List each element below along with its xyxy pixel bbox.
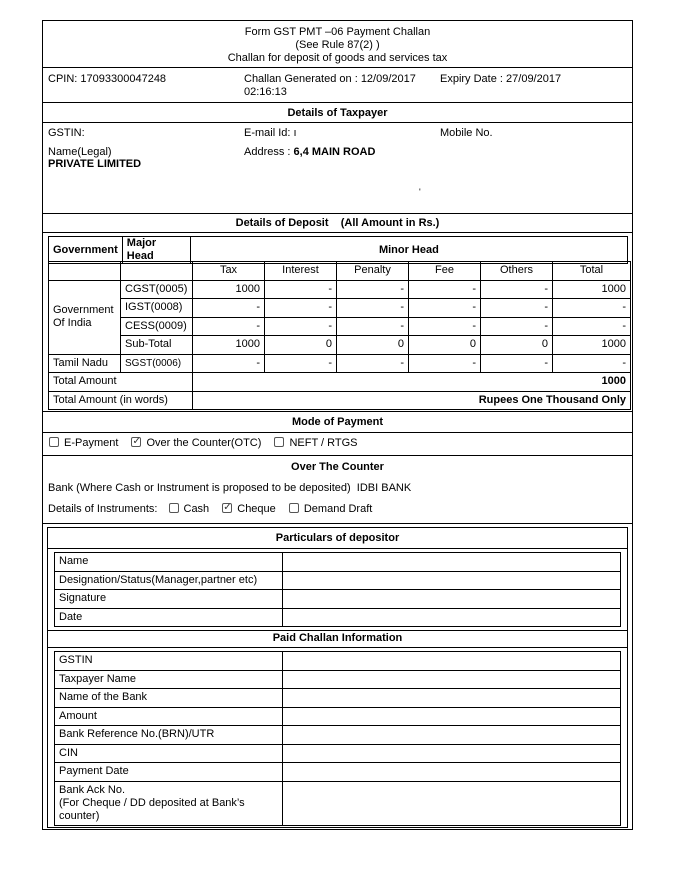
cell-value: -	[265, 317, 337, 336]
row-head: IGST(0008)	[121, 299, 193, 318]
cell-value: -	[553, 354, 631, 373]
option-otc[interactable]: ✓ Over the Counter(OTC)	[131, 437, 261, 450]
cell-value: -	[409, 299, 481, 318]
row-label: Amount	[55, 707, 283, 726]
depositor-title: Particulars of depositor	[275, 532, 400, 544]
row-value[interactable]	[283, 590, 621, 609]
cell-value: -	[553, 299, 631, 318]
paid-challan-table	[54, 651, 621, 826]
cell-value: -	[193, 299, 265, 318]
state-row	[49, 354, 631, 373]
checked-checkbox-icon[interactable]	[222, 503, 232, 513]
checkbox-icon[interactable]	[289, 503, 299, 513]
row-label: GSTIN	[55, 652, 283, 671]
row-value	[283, 726, 621, 745]
payment-mode-title: Mode of Payment	[291, 416, 384, 428]
government-head: Government	[49, 237, 123, 264]
row-label: Payment Date	[55, 763, 283, 782]
table-row	[55, 652, 621, 671]
row-value	[283, 781, 621, 825]
depositor-table	[54, 552, 621, 627]
table-row	[49, 317, 631, 336]
mobile-label: Mobile No.	[440, 127, 493, 139]
row-value[interactable]	[283, 553, 621, 572]
total-words-value: Rupees One Thousand Only	[193, 391, 631, 410]
total-amount-value: 1000	[193, 373, 631, 392]
option-cheque[interactable]: ✓ Cheque	[222, 503, 276, 516]
cell-value: 1000	[553, 336, 631, 355]
cell-value: 0	[337, 336, 409, 355]
table-row	[55, 689, 621, 708]
name-legal-value: PRIVATE LIMITED	[48, 158, 142, 170]
row-head: SGST(0006)	[121, 354, 193, 373]
cell-value: -	[265, 299, 337, 318]
row-value	[283, 689, 621, 708]
challan-generated: Challan Generated on : 12/09/2017	[244, 73, 416, 85]
deposit-head-table	[48, 236, 628, 264]
minor-head: Minor Head	[190, 237, 627, 264]
table-row	[55, 707, 621, 726]
gstin-label: GSTIN:	[48, 127, 85, 139]
challan-form	[42, 20, 633, 830]
email: E-mail Id: ı	[244, 127, 297, 139]
instrument-line: Details of Instruments: Cash ✓ Cheque Demand Draft	[48, 503, 382, 516]
challan-generated-time: 02:16:13	[244, 86, 287, 98]
table-row	[55, 553, 621, 572]
depositor-section	[47, 527, 628, 828]
table-row	[49, 299, 631, 318]
option-cash[interactable]: Cash	[169, 503, 210, 516]
table-row	[49, 280, 631, 299]
checkbox-icon[interactable]	[169, 503, 179, 513]
cell-value: -	[481, 299, 553, 318]
row-label: Bank Reference No.(BRN)/UTR	[55, 726, 283, 745]
stray-mark: '	[419, 187, 421, 197]
row-label: Name	[55, 553, 283, 572]
table-row	[55, 726, 621, 745]
row-head: Sub-Total	[121, 336, 193, 355]
cell-value: 1000	[553, 280, 631, 299]
table-row	[55, 608, 621, 627]
col-penalty: Penalty	[337, 262, 409, 281]
checkbox-icon[interactable]	[49, 437, 59, 447]
major-head: Major Head	[122, 237, 190, 264]
cell-value: -	[409, 280, 481, 299]
cell-value: -	[193, 317, 265, 336]
name-legal-label: Name(Legal)	[48, 146, 112, 158]
col-tax: Tax	[193, 262, 265, 281]
table-row	[55, 590, 621, 609]
deposit-table	[48, 261, 631, 410]
row-label: Date	[55, 608, 283, 627]
cell-value: 0	[409, 336, 481, 355]
col-total: Total	[553, 262, 631, 281]
row-label: CIN	[55, 744, 283, 763]
row-value	[283, 652, 621, 671]
total-words-label: Total Amount (in words)	[49, 391, 193, 410]
row-head: CESS(0009)	[121, 317, 193, 336]
table-row	[55, 744, 621, 763]
state-gov-cell: Tamil Nadu	[49, 354, 121, 373]
row-value	[283, 670, 621, 689]
row-label: Designation/Status(Manager,partner etc)	[55, 571, 283, 590]
bank-line: Bank (Where Cash or Instrument is proposed to be deposited) IDBI BANK	[48, 482, 412, 494]
col-interest: Interest	[265, 262, 337, 281]
row-value	[283, 707, 621, 726]
cell-value: -	[337, 299, 409, 318]
cell-value: -	[337, 280, 409, 299]
row-label: Signature	[55, 590, 283, 609]
cell-value: -	[265, 280, 337, 299]
table-row	[55, 763, 621, 782]
cell-value: -	[265, 354, 337, 373]
checked-checkbox-icon[interactable]	[131, 437, 141, 447]
otc-title: Over The Counter	[291, 461, 384, 473]
subtotal-row	[49, 336, 631, 355]
gov-india-cell: Government Of India	[49, 280, 121, 354]
col-fee: Fee	[409, 262, 481, 281]
cpin: CPIN: 17093300047248	[48, 73, 167, 85]
table-row	[55, 781, 621, 825]
total-row	[49, 373, 631, 392]
cell-value: -	[481, 317, 553, 336]
cell-value: -	[193, 354, 265, 373]
row-value[interactable]	[283, 571, 621, 590]
words-row	[49, 391, 631, 410]
row-label: Name of the Bank	[55, 689, 283, 708]
row-head: CGST(0005)	[121, 280, 193, 299]
form-rule: (See Rule 87(2) )	[295, 39, 380, 51]
cell-value: -	[409, 317, 481, 336]
form-title: Form GST PMT –06 Payment Challan	[244, 26, 431, 38]
row-label: Taxpayer Name	[55, 670, 283, 689]
deposit-title: Details of Deposit (All Amount in Rs.)	[235, 217, 440, 229]
total-amount-label: Total Amount	[49, 373, 193, 392]
cell-value: -	[553, 317, 631, 336]
option-neft-rtgs[interactable]: NEFT / RTGS	[274, 437, 357, 450]
cell-value: -	[481, 280, 553, 299]
cell-value: 1000	[193, 336, 265, 355]
paid-challan-title: Paid Challan Information	[272, 632, 403, 644]
deposit-columns-row	[49, 262, 631, 281]
form-subtitle: Challan for deposit of goods and services tax	[227, 52, 448, 64]
checkbox-icon[interactable]	[274, 437, 284, 447]
cell-value: -	[337, 354, 409, 373]
col-others: Others	[481, 262, 553, 281]
option-demand-draft[interactable]: Demand Draft	[289, 503, 372, 516]
payment-mode-options	[49, 437, 368, 450]
row-value	[283, 763, 621, 782]
bank-ack-label: Bank Ack No. (For Cheque / DD deposited at Bank’s counter)	[55, 781, 283, 825]
cell-value: 0	[265, 336, 337, 355]
table-row	[55, 571, 621, 590]
cell-value: -	[409, 354, 481, 373]
cell-value: 0	[481, 336, 553, 355]
cell-value: -	[481, 354, 553, 373]
cell-value: -	[337, 317, 409, 336]
address: Address : 6,4 MAIN ROAD	[244, 146, 376, 158]
table-row	[55, 670, 621, 689]
row-value[interactable]	[283, 608, 621, 627]
option-epayment[interactable]: E-Payment	[49, 437, 118, 450]
row-value	[283, 744, 621, 763]
cell-value: 1000	[193, 280, 265, 299]
expiry-date: Expiry Date : 27/09/2017	[440, 73, 562, 85]
taxpayer-title: Details of Taxpayer	[287, 107, 388, 119]
